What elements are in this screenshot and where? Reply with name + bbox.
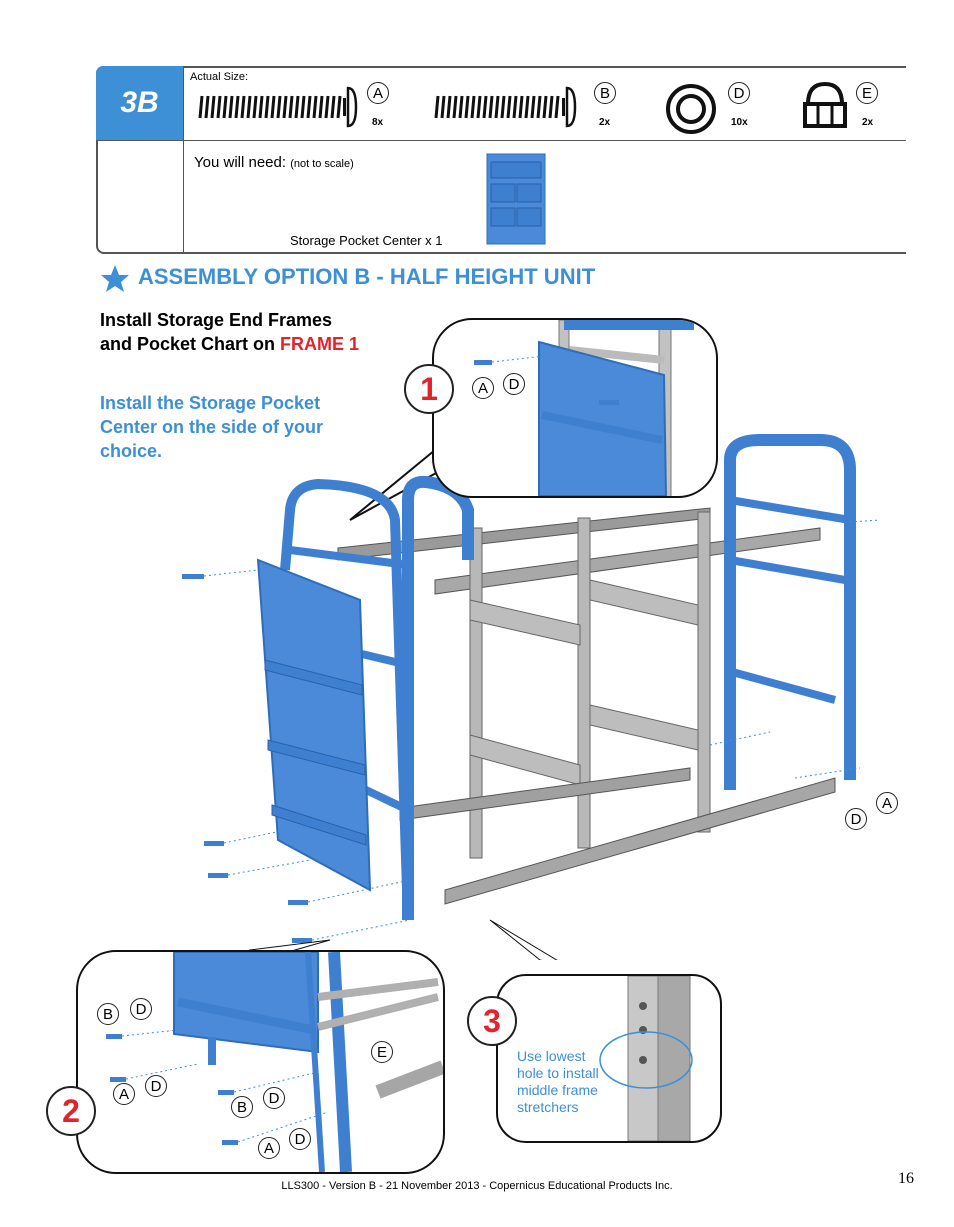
not-to-scale-note: (not to scale) (290, 158, 354, 170)
you-will-need (194, 154, 354, 171)
cap-nut-icon (800, 80, 850, 132)
storage-pocket-icon (485, 152, 547, 246)
section-title: ASSEMBLY OPTION B - HALF HEIGHT UNIT (138, 264, 596, 289)
part-d-qty: 10x (731, 117, 748, 128)
header-row-divider (96, 140, 906, 141)
instruction-prefix: and Pocket Chart on (100, 334, 276, 354)
actual-size-label: Actual Size: (190, 71, 249, 83)
pocket-install-line-2: Center on the side of your (100, 417, 324, 437)
pocket-install-line-1: Install the Storage Pocket (100, 393, 321, 413)
step-2-badge: 2 (46, 1086, 96, 1136)
star-icon (100, 264, 130, 294)
callout-2-label-d4: D (289, 1128, 311, 1150)
part-e-qty: 2x (862, 117, 874, 128)
page-number: 16 (898, 1170, 914, 1187)
footer-text: LLS300 - Version B - 21 November 2013 - Copernicus Educational Products Inc. (281, 1180, 673, 1192)
main-label-a: A (876, 792, 898, 814)
part-a-label: A (367, 82, 389, 104)
step-3-badge: 3 (467, 996, 517, 1046)
callout-1 (432, 318, 718, 498)
part-a-qty: 8x (372, 117, 384, 128)
pocket-center-item: Storage Pocket Center x 1 (290, 233, 443, 248)
callout-2-label-a2: A (258, 1137, 280, 1159)
part-b-qty: 2x (599, 117, 611, 128)
callout-3-line-2: hole to install (517, 1065, 599, 1081)
callout-2-label-d3: D (263, 1087, 285, 1109)
bolt-short-icon (432, 84, 582, 130)
callout-2-label-b1: B (97, 1003, 119, 1025)
bolt-long-icon (196, 84, 362, 130)
instruction-line-1: Install Storage End Frames (100, 310, 333, 330)
callout-2-label-b2: B (231, 1096, 253, 1118)
part-d-label: D (728, 82, 750, 104)
step-label: 3B (96, 66, 183, 140)
washer-icon (664, 83, 718, 135)
part-b-label: B (594, 82, 616, 104)
pocket-install-line-3: choice. (100, 441, 163, 461)
callout-1-label-d: D (503, 373, 525, 395)
frame-label: FRAME 1 (280, 334, 360, 354)
callout-3-line-4: stretchers (517, 1099, 579, 1115)
callout-1-illustration (434, 320, 716, 496)
you-will-need-label: You will need: (194, 154, 287, 171)
callout-2-label-e: E (371, 1041, 393, 1063)
callout-2-label-d2: D (145, 1075, 167, 1097)
main-label-d: D (845, 808, 867, 830)
callout-2-label-a1: A (113, 1083, 135, 1105)
callout-3-note (517, 1048, 617, 1116)
callout-2-label-d1: D (130, 998, 152, 1020)
header-divider (183, 66, 184, 254)
callout-3-line-3: middle frame (517, 1082, 598, 1098)
part-e-label: E (856, 82, 878, 104)
callout-3-line-1: Use lowest (517, 1048, 586, 1064)
step-1-badge: 1 (404, 364, 454, 414)
callout-1-label-a: A (472, 377, 494, 399)
